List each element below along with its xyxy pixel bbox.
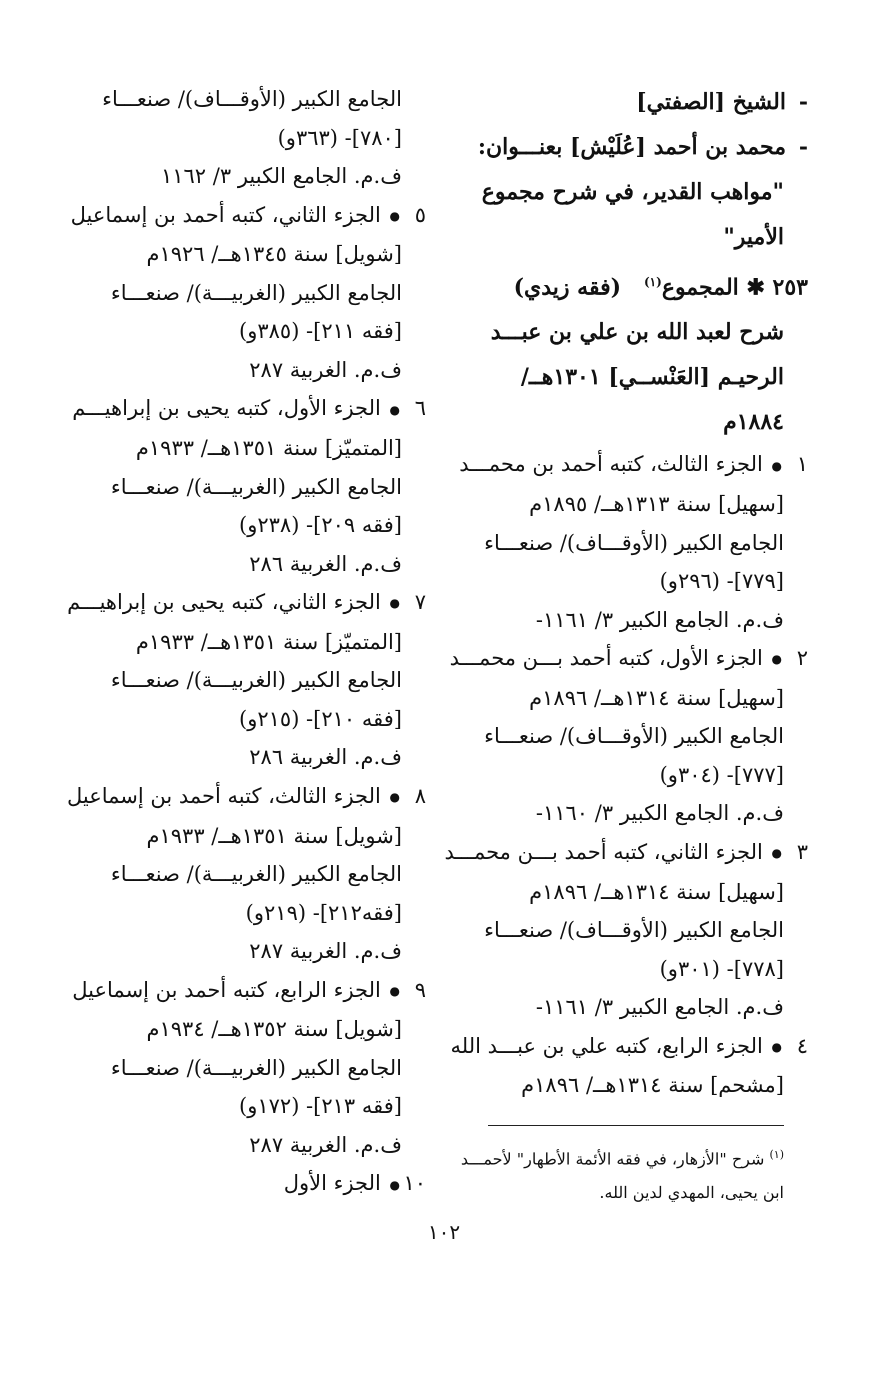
bullet-icon: ●	[389, 790, 400, 804]
item-line	[81, 429, 426, 468]
item-line	[444, 833, 808, 873]
entry-star: ✱	[746, 274, 765, 301]
item-text: ف.م. الغربية ٢٨٧	[249, 357, 402, 382]
bullet-icon: ●	[771, 652, 782, 667]
item-line	[72, 389, 426, 429]
item-line	[468, 679, 808, 718]
footnote-ref: (١)	[643, 275, 662, 289]
item-text: ف.م. الغربية ٢٨٦	[249, 745, 402, 770]
right-item-list	[444, 445, 808, 1105]
item-line	[81, 1087, 426, 1126]
item-number: ٩	[414, 977, 426, 1002]
item-number: ٨	[414, 783, 426, 808]
item-line	[81, 312, 426, 351]
item-line	[81, 506, 426, 545]
item-line	[468, 873, 808, 912]
entry-number: ٢٥٣	[772, 274, 808, 301]
footnote-marker: (١)	[769, 1148, 784, 1161]
item-line	[81, 817, 426, 856]
item-text: الجزء الرابع، كتبه أحمد بن إسماعيل	[72, 977, 381, 1002]
item-text: [فقه ٢١١]- (٣٨٥و)	[239, 319, 402, 344]
item-text: الجامع الكبير (الأوقـــاف)/ صنعـــاء	[484, 530, 784, 555]
item-line	[81, 661, 426, 700]
item-text: [فقه ٢٠٩]- (٢٣٨و)	[239, 513, 402, 537]
item-line	[81, 855, 426, 894]
item-line	[81, 738, 426, 777]
item-text: الجزء الرابع، كتبه علي بن عبـــد الله	[450, 1033, 763, 1058]
item-text: [٧٧٩]- (٢٩٦و)	[659, 569, 784, 594]
item-text: ف.م. الجامع الكبير ٣/ ١١٦٠-	[535, 801, 784, 826]
page-number: ١٠٢	[427, 1220, 461, 1244]
item-line	[81, 1126, 426, 1165]
entry-desc-2: الرحيـم [العَنْســي] ١٣٠١هــ/	[520, 364, 784, 391]
bullet-icon: ●	[771, 1039, 782, 1054]
item-text: [٧٧٧]- (٣٠٤و)	[659, 762, 784, 787]
item-line	[67, 583, 426, 623]
continuation-block	[81, 80, 426, 196]
item-line	[81, 932, 426, 971]
author-line-2: -محمد بن أحمد [عُلَيْش] بعنـــوان:	[477, 134, 808, 160]
item-text: الجزء الثاني، كتبه يحيى بن إبراهيـــم	[67, 590, 381, 614]
item-line	[468, 950, 808, 989]
left-column	[66, 80, 426, 1204]
continuation-line: ف.م. الجامع الكبير ٣/ ١١٦٢	[160, 164, 402, 188]
title-line-1: "مواهب القدير، في شرح مجموع	[481, 179, 784, 205]
item-text: الجزء الثاني، كتبه أحمد بن إسماعيل	[70, 202, 381, 227]
item-text: [مشحم] سنة ١٣١٤هــ/ ١٨٩٦م	[521, 1073, 784, 1098]
item-line	[459, 445, 808, 485]
item-line	[81, 545, 426, 584]
footnote	[454, 1138, 784, 1210]
continuation-line: الجامع الكبير (الأوقـــاف)/ صنعـــاء	[102, 87, 402, 111]
item-number: ١٠	[403, 1171, 426, 1196]
item-line	[468, 562, 808, 601]
item-text: ف.م. الغربية ٢٨٧	[249, 939, 402, 963]
continuation-line: [٧٨٠]- (٣٦٣و)	[277, 125, 402, 150]
bullet-icon: ●	[389, 1177, 400, 1192]
bullet-icon: ●	[389, 402, 400, 417]
item-text: [سهيل] سنة ١٣١٣هــ/ ١٨٩٥م	[529, 492, 784, 517]
item-line	[468, 485, 808, 524]
item-text: [سهيل] سنة ١٣١٤هــ/ ١٨٩٦م	[529, 879, 784, 904]
item-line	[81, 1010, 426, 1049]
item-text: [المتميّز] سنة ١٣٥١هــ/ ١٩٣٣م	[135, 436, 402, 460]
item-number: ٥	[414, 202, 426, 227]
entry-title: المجموع	[661, 274, 739, 301]
item-line	[70, 196, 426, 236]
item-text: [٧٧٨]- (٣٠١و)	[659, 956, 784, 981]
item-text: الجزء الأول، كتبه يحيى بن إبراهيـــم	[72, 396, 381, 421]
item-line	[81, 1049, 426, 1088]
item-text: ف.م. الجامع الكبير ٣/ ١١٦١-	[535, 607, 784, 632]
item-line	[468, 911, 808, 950]
item-number: ٤	[796, 1033, 808, 1058]
bullet-icon: ●	[389, 596, 400, 611]
item-text: الجزء الثالث، كتبه أحمد بن إسماعيل	[66, 783, 381, 808]
item-text: [فقه ٢١٠]- (٢١٥و)	[239, 706, 402, 731]
bullet-icon: ●	[389, 983, 400, 998]
item-line	[81, 351, 426, 390]
right-column	[444, 80, 808, 1105]
item-text: الجامع الكبير (الغربيـــة)/ صنعـــاء	[110, 1055, 402, 1080]
item-line	[468, 794, 808, 833]
item-text: ف.م. الغربية ٢٨٦	[249, 551, 402, 576]
entry-subject: (فقه زيدي)	[513, 274, 621, 301]
item-number: ٣	[796, 839, 808, 864]
bullet-icon: ●	[389, 208, 400, 223]
footnote-line-2: ابن يحيى، المهدي لدين الله.	[599, 1183, 784, 1203]
item-text: [شويل] سنة ١٣٤٥هــ/ ١٩٢٦م	[146, 242, 402, 267]
item-line	[468, 988, 808, 1027]
author-line-1: -الشيخ [الصفتي]	[636, 89, 808, 115]
bullet-icon: ●	[771, 846, 782, 861]
item-line	[72, 971, 426, 1011]
footnote-divider	[488, 1125, 784, 1126]
item-text: الجامع الكبير (الأوقـــاف)/ صنعـــاء	[484, 918, 784, 943]
item-text: [المتميّز] سنة ١٣٥١هــ/ ١٩٣٣م	[135, 629, 402, 654]
item-text: [شويل] سنة ١٣٥١هــ/ ١٩٣٣م	[146, 823, 402, 848]
item-text: الجامع الكبير (الغربيـــة)/ صنعـــاء	[110, 280, 402, 305]
item-line	[449, 639, 808, 679]
item-line	[66, 777, 426, 817]
item-text: الجامع الكبير (الغربيـــة)/ صنعـــاء	[110, 668, 402, 693]
item-number: ٦	[414, 396, 426, 421]
entry-heading	[468, 260, 808, 310]
item-number: ٧	[414, 590, 426, 614]
item-text: الجامع الكبير (الغربيـــة)/ صنعـــاء	[110, 474, 402, 499]
entry-desc-1: شرح لعبد الله بن علي بن عبـــد	[490, 319, 784, 346]
item-line	[81, 700, 426, 739]
item-text: [فقه ٢١٣]- (١٧٢و)	[239, 1094, 402, 1119]
item-line	[81, 274, 426, 313]
item-text: الجامع الكبير (الغربيـــة)/ صنعـــاء	[110, 862, 402, 886]
item-line	[81, 623, 426, 662]
entry-desc-3: ١٨٨٤م	[723, 409, 784, 436]
item-text: ف.م. الجامع الكبير ٣/ ١١٦١-	[535, 995, 784, 1020]
item-line	[468, 524, 808, 563]
item-text: ف.م. الغربية ٢٨٧	[249, 1132, 402, 1157]
item-line	[468, 1066, 808, 1105]
title-line-2: الأمير"	[723, 224, 784, 250]
left-item-list	[66, 196, 426, 1205]
item-text: الجزء الثالث، كتبه أحمد بن محمـــد	[459, 452, 763, 477]
item-text: [فقه٢١٢]- (٢١٩و)	[245, 900, 402, 925]
item-line	[81, 1164, 426, 1204]
item-text: الجزء الثاني، كتبه أحمد بـــن محمـــد	[444, 839, 763, 864]
item-line	[81, 235, 426, 274]
item-line	[468, 717, 808, 756]
item-text: [سهيل] سنة ١٣١٤هــ/ ١٨٩٦م	[529, 685, 784, 710]
item-line	[468, 756, 808, 795]
item-line	[450, 1027, 808, 1067]
item-line	[468, 601, 808, 640]
item-line	[81, 894, 426, 933]
item-text: الجامع الكبير (الأوقـــاف)/ صنعـــاء	[484, 724, 784, 749]
item-text: الجزء الأول	[283, 1171, 381, 1196]
item-text: الجزء الأول، كتبه أحمد بـــن محمـــد	[449, 646, 763, 671]
bullet-icon: ●	[771, 458, 782, 473]
item-number: ١	[796, 452, 808, 477]
footnote-line-1: $^{(١)}$ شرح "الأزهار، في فقه الأئمة الأطهار" لأحمـــد	[460, 1148, 784, 1169]
item-number: ٢	[796, 646, 808, 671]
item-line	[81, 468, 426, 507]
item-text: [شويل] سنة ١٣٥٢هــ/ ١٩٣٤م	[146, 1017, 402, 1042]
